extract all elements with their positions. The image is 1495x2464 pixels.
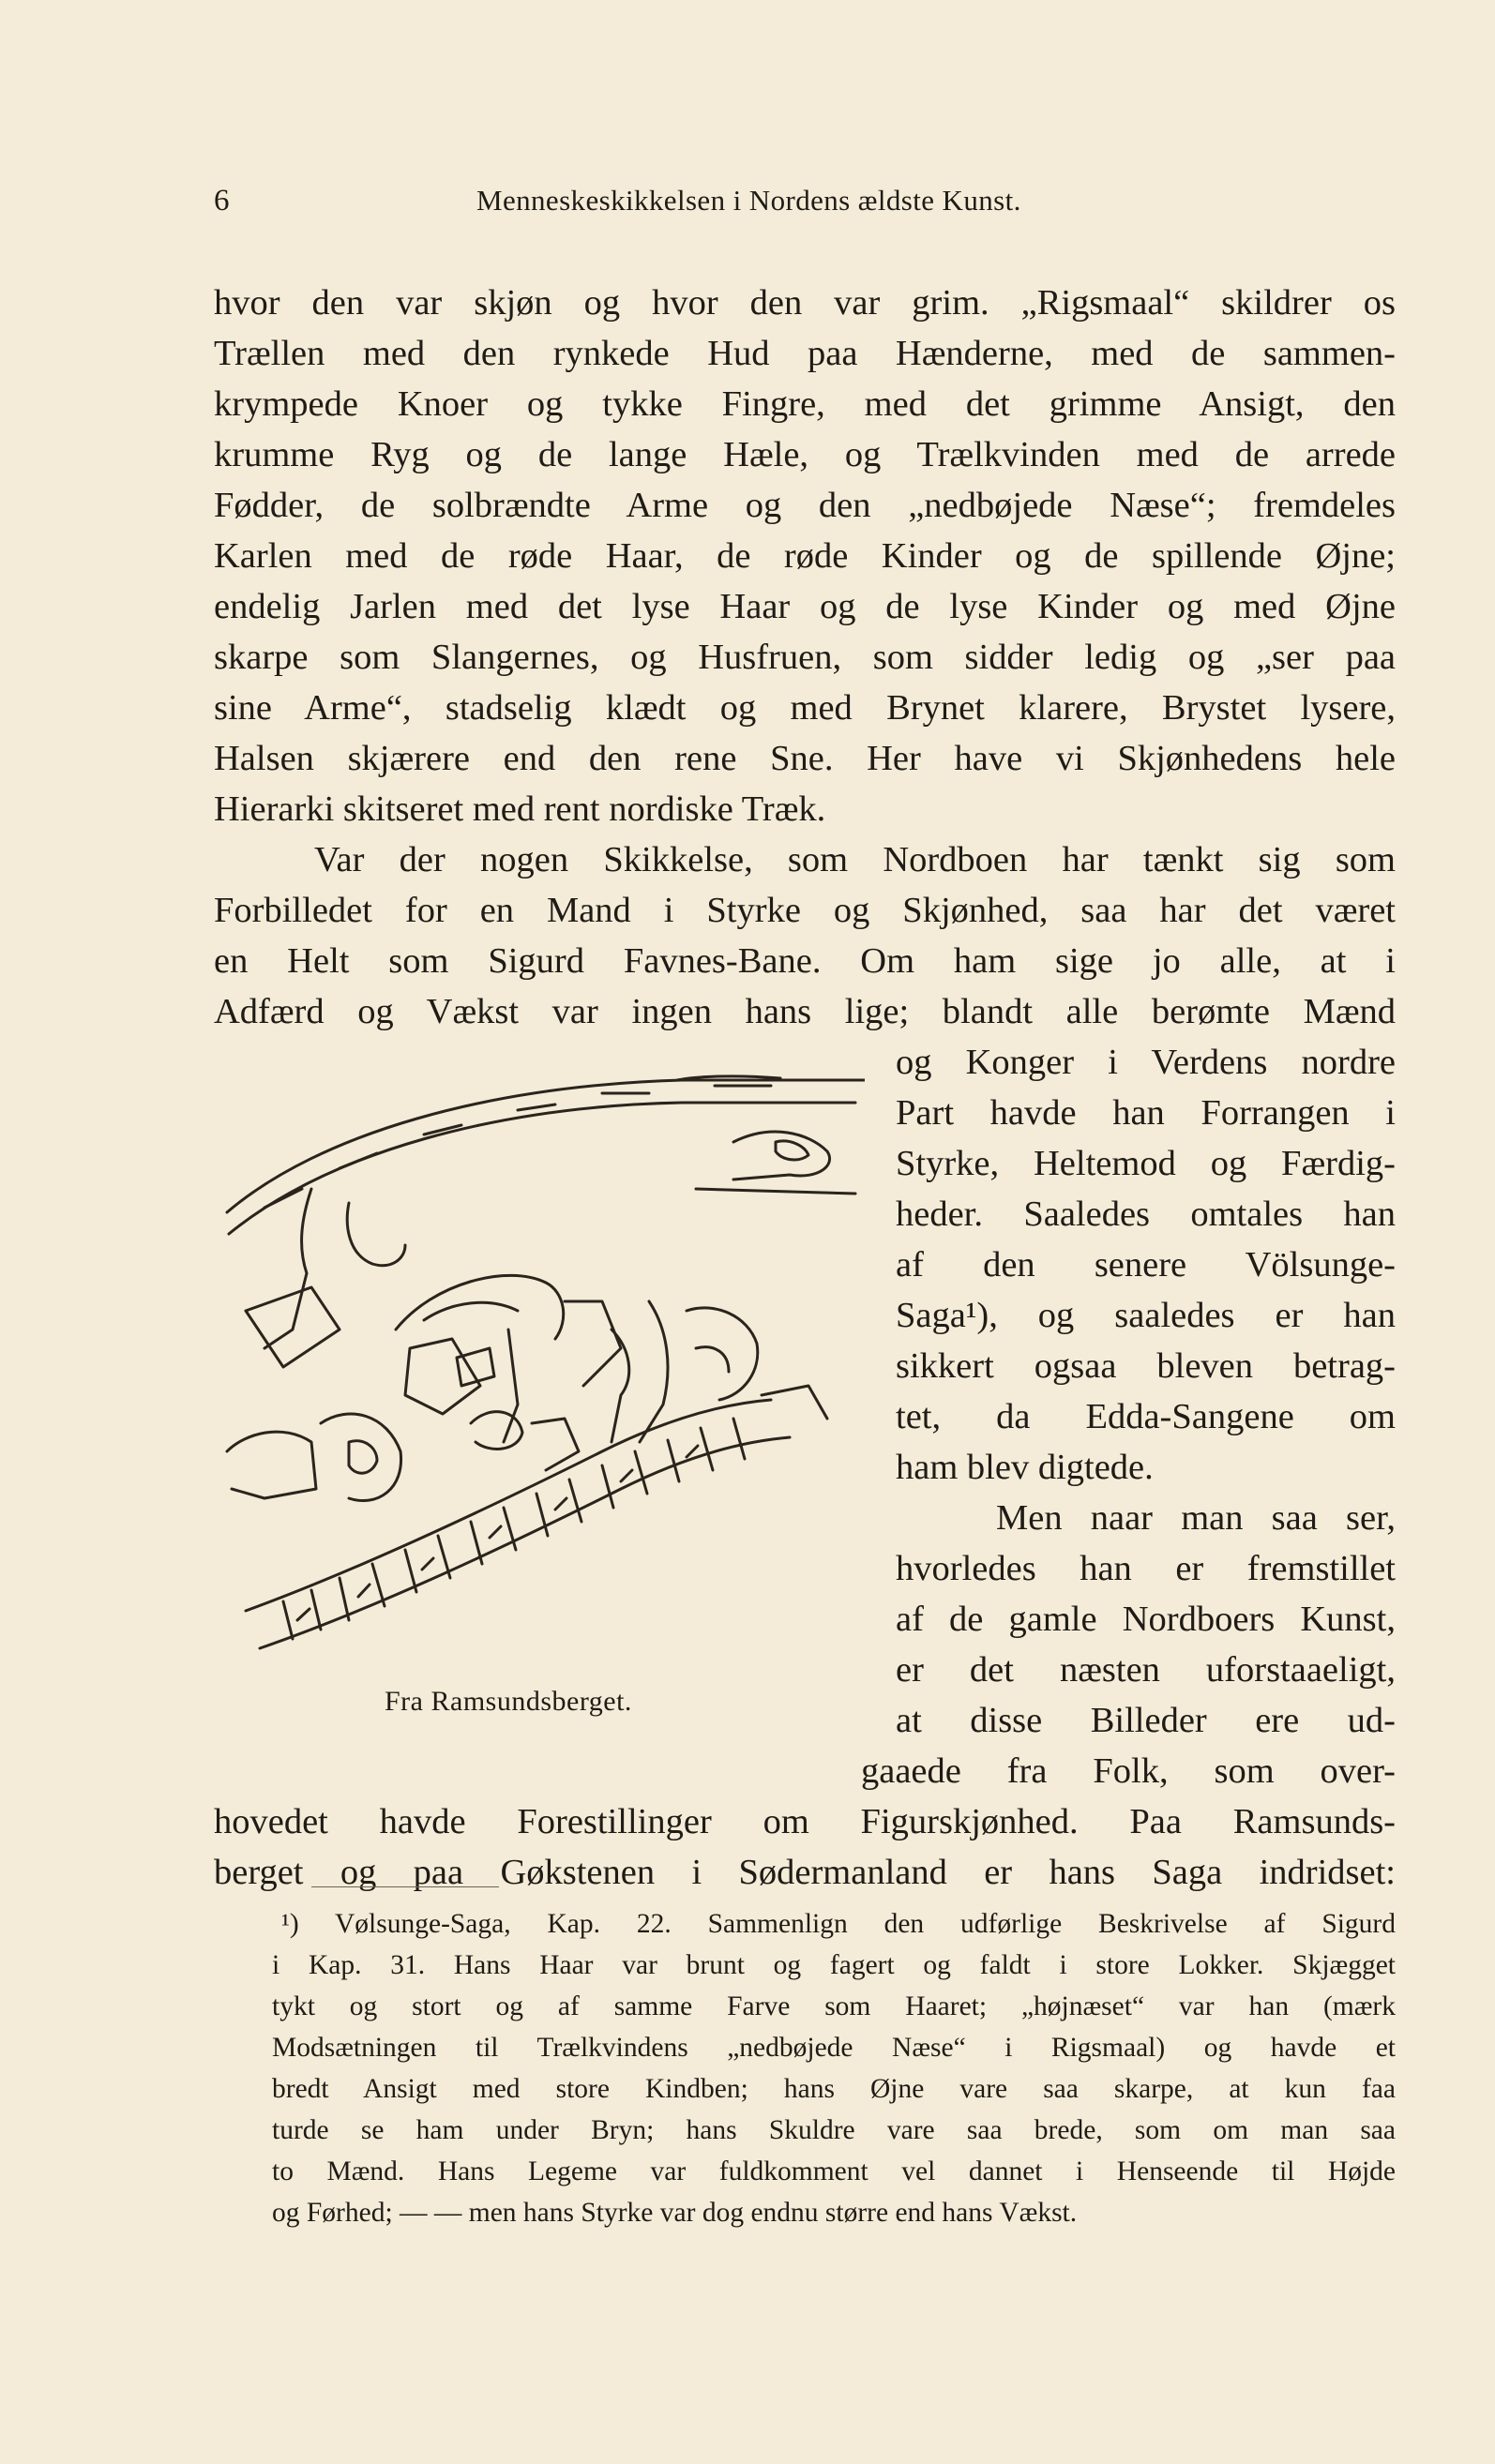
body-line: en Helt som Sigurd Favnes-Bane. Om ham sige jo alle, at i xyxy=(214,941,1396,981)
body-line: af de gamle Nordboers Kunst, xyxy=(896,1600,1396,1639)
figure-caption: Fra Ramsundsberget. xyxy=(385,1686,632,1717)
body-line: hvor den var skjøn og hvor den var grim. „Rigsmaal“ skildrer os xyxy=(214,283,1396,323)
page-number: 6 xyxy=(214,184,230,218)
body-line: tet, da Edda-Sangene om xyxy=(896,1397,1396,1436)
body-line: Men naar man saa ser, xyxy=(996,1498,1396,1538)
body-line: Trællen med den rynkede Hud paa Hænderne, med de sammen- xyxy=(214,334,1396,373)
footnote-line: og Førhed; — — men hans Styrke var dog endnu større end hans Vækst. xyxy=(272,2198,1078,2228)
body-line: at disse Billeder ere ud- xyxy=(896,1701,1396,1740)
footnote-line: bredt Ansigt med store Kindben; hans Øjne vare saa skarpe, at kun faa xyxy=(272,2074,1396,2104)
body-line: endelig Jarlen med det lyse Haar og de lyse Kinder og med Øjne xyxy=(214,587,1396,626)
footnote-line: to Mænd. Hans Legeme var fuldkomment vel dannet i Henseende til Højde xyxy=(272,2156,1396,2186)
body-line: hvorledes han er fremstillet xyxy=(896,1549,1396,1588)
running-title: Menneskeskikkelsen i Nordens ældste Kunst. xyxy=(476,184,1021,217)
body-line: Halsen skjærere end den rene Sne. Her have vi Skjønhedens hele xyxy=(214,739,1396,778)
body-line: ham blev digtede. xyxy=(896,1448,1154,1487)
body-line: Var der nogen Skikkelse, som Nordboen har tænkt sig som xyxy=(314,840,1396,879)
body-line: krumme Ryg og de lange Hæle, og Trælkvinden med de arrede xyxy=(214,435,1396,474)
body-line: hovedet havde Forestillinger om Figurskjønhed. Paa Ramsunds- xyxy=(214,1802,1396,1841)
body-line: berget og paa Gøkstenen i Sødermanland er hans Saga indridset: xyxy=(214,1853,1396,1892)
body-line: Saga¹), og saaledes er han xyxy=(896,1296,1396,1335)
footnote-line: ¹) Vølsunge-Saga, Kap. 22. Sammenlign den udførlige Beskrivelse af Sigurd xyxy=(281,1909,1396,1939)
body-line: er det næsten uforstaaeligt, xyxy=(896,1650,1396,1690)
body-line: gaaede fra Folk, som over- xyxy=(861,1751,1396,1791)
body-line: skarpe som Slangernes, og Husfruen, som sidder ledig og „ser paa xyxy=(214,638,1396,677)
footnote-line: tykt og stort og af samme Farve som Haaret; „højnæset“ var han (mærk xyxy=(272,1991,1396,2021)
body-line: Adfærd og Vækst var ingen hans lige; blandt alle berømte Mænd xyxy=(214,992,1396,1031)
footnote-divider xyxy=(311,1886,499,1887)
footnote-line: turde se ham under Bryn; hans Skuldre vare saa brede, som om man saa xyxy=(272,2115,1396,2145)
body-line: sine Arme“, stadselig klædt og med Brynet klarere, Brystet lysere, xyxy=(214,688,1396,728)
rune-carving-illustration-icon xyxy=(208,1048,865,1667)
body-line: Fødder, de solbrændte Arme og den „nedbøjede Næse“; fremdeles xyxy=(214,486,1396,525)
body-line: heder. Saaledes omtales han xyxy=(896,1194,1396,1234)
body-line: og Konger i Verdens nordre xyxy=(896,1043,1396,1082)
footnote-line: i Kap. 31. Hans Haar var brunt og fagert og faldt i store Lokker. Skjægget xyxy=(272,1950,1396,1980)
body-line: Styrke, Heltemod og Færdig- xyxy=(896,1144,1396,1183)
body-line: Part havde han Forrangen i xyxy=(896,1093,1396,1133)
body-line: Karlen med de røde Haar, de røde Kinder og de spillende Øjne; xyxy=(214,536,1396,576)
body-line: sikkert ogsaa bleven betrag- xyxy=(896,1346,1396,1386)
footnote-line: Modsætningen til Trælkvindens „nedbøjede Næse“ i Rigsmaal) og havde et xyxy=(272,2033,1396,2063)
body-line: Forbilledet for en Mand i Styrke og Skjønhed, saa har det været xyxy=(214,891,1396,930)
body-line: af den senere Völsunge- xyxy=(896,1245,1396,1285)
body-line: krympede Knoer og tykke Fingre, med det grimme Ansigt, den xyxy=(214,384,1396,424)
body-line: Hierarki skitseret med rent nordiske Træk. xyxy=(214,789,826,829)
